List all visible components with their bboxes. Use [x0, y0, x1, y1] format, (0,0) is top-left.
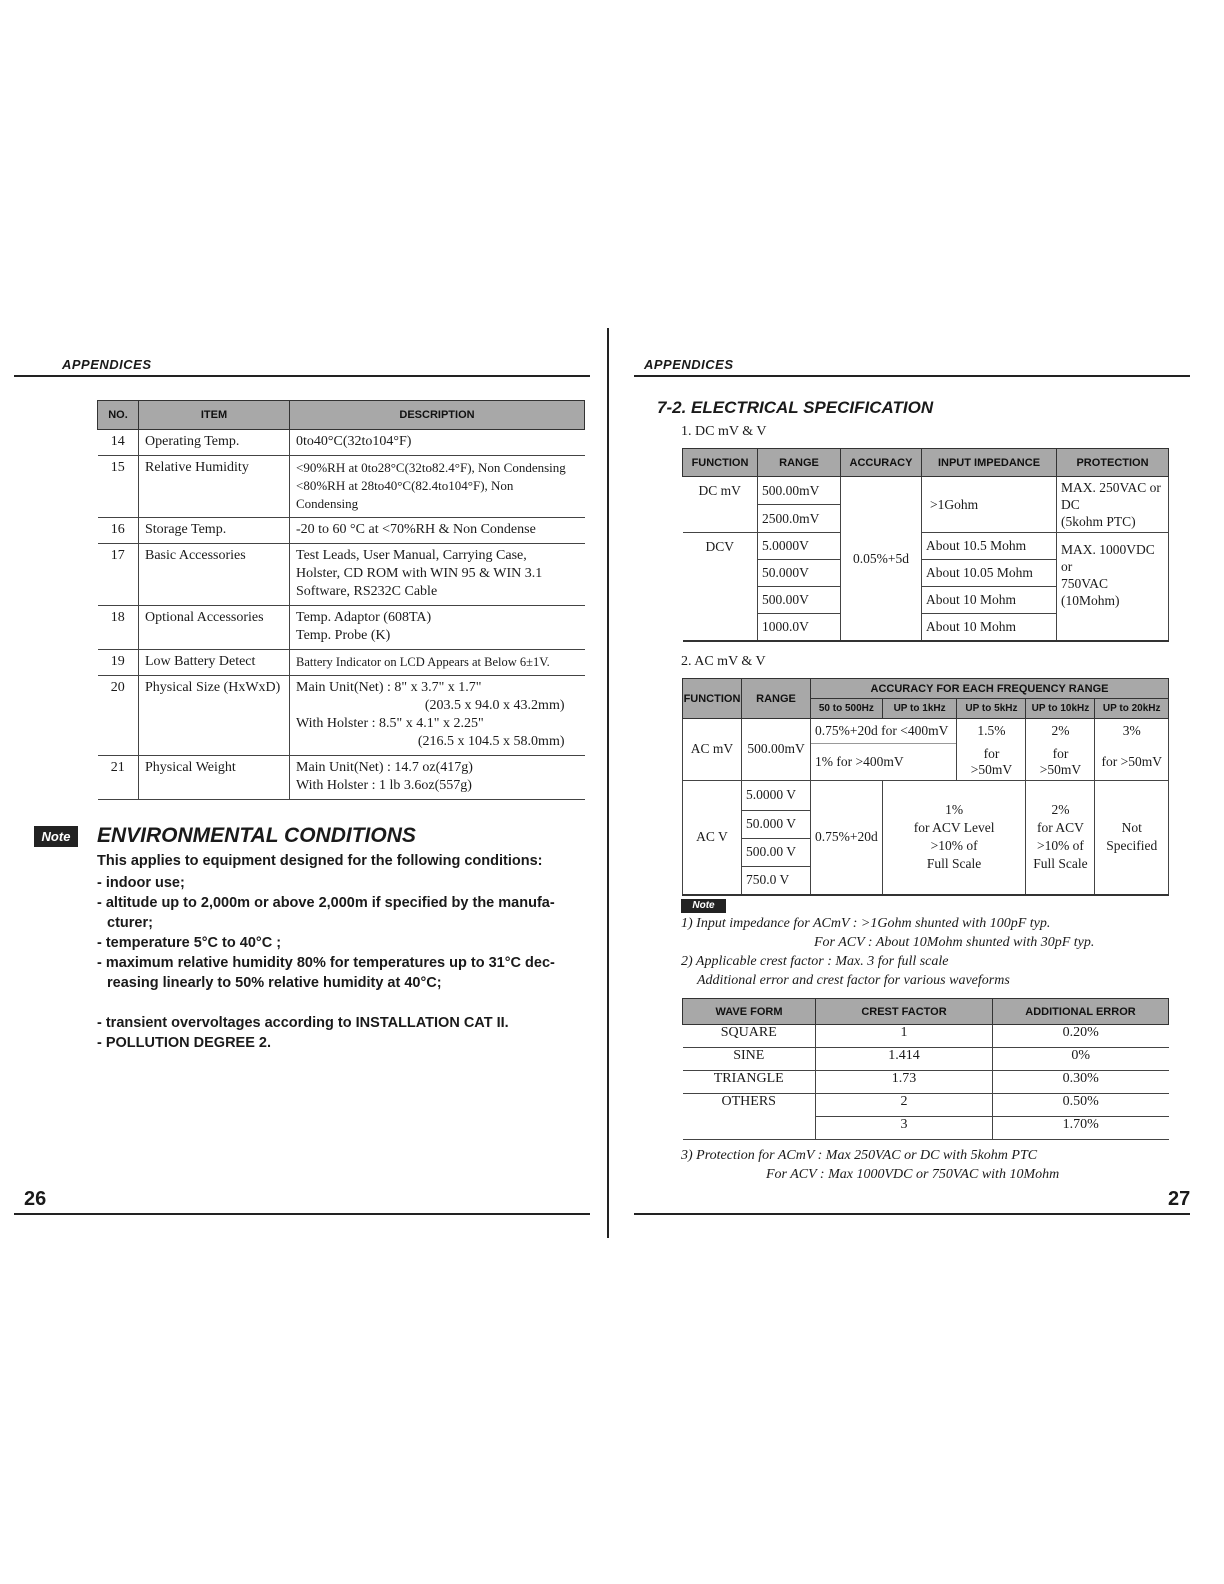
env-intro: This applies to equipment designed for the following conditions: — [97, 853, 543, 869]
col-header-input-impedance: INPUT IMPEDANCE — [922, 449, 1057, 477]
freq-header: UP to 10kHz — [1026, 699, 1095, 719]
function-ac-mv: AC mV — [683, 719, 742, 781]
ac-spec-table — [682, 678, 1169, 896]
row-number: 16 — [98, 518, 139, 544]
dc-subtitle: 1. DC mV & V — [681, 424, 767, 439]
accuracy-line: for ACV — [1037, 820, 1084, 835]
additional-error-cell: 1.70% — [993, 1117, 1169, 1140]
crest-factor-cell: 1.73 — [816, 1071, 993, 1094]
table-row — [98, 676, 585, 756]
row-item: Storage Temp. — [139, 518, 290, 544]
left-page-header: APPENDICES — [62, 357, 152, 372]
description-line: With Holster : 8.5" x 4.1" x 2.25" — [296, 716, 484, 731]
crest-factor-cell: 2 — [816, 1094, 993, 1117]
accuracy-line: >10% of — [1036, 838, 1084, 853]
accuracy-cell: 0.75%+20d — [811, 780, 883, 895]
row-number: 14 — [98, 430, 139, 456]
description-line: With Holster : 1 lb 3.6oz(557g) — [296, 778, 472, 793]
list-item: - POLLUTION DEGREE 2. — [97, 1035, 272, 1051]
impedance-cell: About 10.05 Mohm — [922, 560, 1057, 587]
range-cell: 5.0000 V — [742, 780, 811, 810]
additional-error-cell: 0% — [993, 1048, 1169, 1071]
impedance-cell: About 10 Mohm — [922, 587, 1057, 614]
accuracy-cell: 1% for >400mV — [811, 744, 957, 781]
wave-form-cell: SINE — [683, 1048, 816, 1071]
accuracy-cell: for >50mV — [957, 744, 1026, 781]
description-line: Software, RS232C Cable — [296, 584, 438, 599]
table-row — [98, 430, 585, 456]
col-header-item: ITEM — [139, 401, 290, 430]
row-description — [290, 650, 585, 676]
crest-factor-cell: 3 — [816, 1117, 993, 1140]
accuracy-cell: 1.5% — [957, 719, 1026, 744]
crest-factor-cell: 1 — [816, 1025, 993, 1048]
page-divider — [607, 328, 609, 1238]
accuracy-line: Full Scale — [1033, 856, 1088, 871]
list-item: - indoor use; — [97, 875, 185, 891]
col-header-range: RANGE — [758, 449, 841, 477]
row-number: 15 — [98, 456, 139, 518]
right-footer-rule — [634, 1213, 1190, 1215]
description-line: (203.5 x 94.0 x 43.2mm) — [424, 698, 565, 713]
waveform-table — [682, 998, 1169, 1140]
row-description — [290, 430, 585, 456]
range-cell: 50.000 V — [742, 810, 811, 838]
accuracy-line: >10% of — [930, 838, 978, 853]
table-row — [98, 544, 585, 606]
protection-cell — [1057, 533, 1169, 642]
col-header-accuracy: ACCURACY — [841, 449, 922, 477]
table-row — [98, 756, 585, 800]
accuracy-line: Not — [1121, 820, 1142, 835]
freq-header: UP to 20kHz — [1095, 699, 1169, 719]
row-description — [290, 606, 585, 650]
col-header-accuracy-frequency: ACCURACY FOR EACH FREQUENCY RANGE — [811, 679, 1169, 699]
col-header-description: DESCRIPTION — [290, 401, 585, 430]
row-item: Operating Temp. — [139, 430, 290, 456]
table-row — [98, 518, 585, 544]
range-cell: 500.00mV — [758, 477, 841, 505]
note-protection-acv: For ACV : Max 1000VDC or 750VAC with 10Mohm — [766, 1167, 1060, 1182]
table-row — [98, 606, 585, 650]
list-item: - transient overvoltages according to INSTALLATION CAT II. — [97, 1015, 509, 1031]
accuracy-cell: 0.75%+20d for <400mV — [811, 719, 957, 744]
row-number: 21 — [98, 756, 139, 800]
accuracy-cell: for >50mV — [1095, 744, 1169, 781]
range-cell: 500.00mV — [742, 719, 811, 781]
description-line: 0to40°C(32to104°F) — [296, 434, 412, 449]
wave-form-cell: SQUARE — [683, 1025, 816, 1048]
description-line: <90%RH at 0to28°C(32to82.4°F), Non Condensing — [296, 460, 566, 475]
specification-table — [97, 400, 585, 800]
accuracy-cell — [882, 780, 1026, 895]
protection-cell — [1057, 477, 1169, 533]
col-header-range: RANGE — [742, 679, 811, 719]
note-crest-factor: 2) Applicable crest factor : Max. 3 for full scale — [681, 954, 949, 969]
table-row — [98, 650, 585, 676]
section-title: 7-2. ELECTRICAL SPECIFICATION — [657, 398, 934, 417]
row-item: Basic Accessories — [139, 544, 290, 606]
right-header-rule — [634, 375, 1190, 377]
environmental-conditions-title: ENVIRONMENTAL CONDITIONS — [97, 824, 416, 847]
row-number: 19 — [98, 650, 139, 676]
protection-line: MAX. 1000VDC or — [1061, 542, 1155, 574]
accuracy-line: Specified — [1106, 838, 1158, 853]
table-row — [683, 1025, 1169, 1048]
table-row — [683, 1071, 1169, 1094]
range-cell: 500.00 V — [742, 838, 811, 866]
row-item: Relative Humidity — [139, 456, 290, 518]
left-footer-rule — [14, 1213, 590, 1215]
row-item: Low Battery Detect — [139, 650, 290, 676]
impedance-cell: About 10.5 Mohm — [922, 533, 1057, 560]
note-badge: Note — [34, 826, 78, 847]
row-item: Physical Weight — [139, 756, 290, 800]
additional-error-cell: 0.30% — [993, 1071, 1169, 1094]
protection-line: 750VAC — [1061, 576, 1109, 591]
col-header-protection: PROTECTION — [1057, 449, 1169, 477]
protection-line: MAX. 250VAC or DC — [1061, 480, 1161, 512]
accuracy-line: 1% — [945, 802, 964, 817]
list-item: - altitude up to 2,000m or above 2,000m if specified by the manufa-cturer; — [97, 895, 555, 931]
col-header-function: FUNCTION — [683, 679, 742, 719]
description-line: <80%RH at 28to40°C(82.4to104°F), Non Condensing — [296, 478, 514, 511]
accuracy-cell — [1026, 780, 1095, 895]
row-description — [290, 676, 585, 756]
freq-header: UP to 5kHz — [957, 699, 1026, 719]
wave-form-cell: TRIANGLE — [683, 1071, 816, 1094]
col-header-additional-error: ADDITIONAL ERROR — [993, 999, 1169, 1025]
range-cell: 50.000V — [758, 560, 841, 587]
function-dcv: DCV — [683, 533, 758, 642]
accuracy-line: Full Scale — [926, 856, 982, 871]
note-badge: Note — [681, 899, 726, 913]
range-cell: 1000.0V — [758, 614, 841, 642]
table-row — [683, 1048, 1169, 1071]
col-header-no: NO. — [98, 401, 139, 430]
note-input-impedance-acv: For ACV : About 10Mohm shunted with 30pF typ. — [814, 935, 1095, 950]
note-additional-error: Additional error and crest factor for various waveforms — [697, 973, 1010, 988]
left-page-number: 26 — [24, 1188, 47, 1210]
right-page-header: APPENDICES — [644, 357, 734, 372]
accuracy-line: for ACV Level — [913, 820, 995, 835]
description-line: Main Unit(Net) : 8" x 3.7" x 1.7" — [296, 680, 482, 695]
table-row — [683, 1094, 1169, 1117]
note-input-impedance-acmv: 1) Input impedance for ACmV : >1Gohm shunted with 100pF typ. — [681, 916, 1051, 931]
description-line: Temp. Probe (K) — [296, 628, 391, 643]
additional-error-cell: 0.50% — [993, 1094, 1169, 1117]
accuracy-cell: for >50mV — [1026, 744, 1095, 781]
description-line: Main Unit(Net) : 14.7 oz(417g) — [296, 760, 473, 775]
ac-subtitle: 2. AC mV & V — [681, 654, 766, 669]
wave-form-cell: OTHERS — [683, 1094, 816, 1140]
list-item: - temperature 5°C to 40°C ; — [97, 935, 282, 951]
accuracy-cell: 3% — [1095, 719, 1169, 744]
row-number: 18 — [98, 606, 139, 650]
additional-error-cell: 0.20% — [993, 1025, 1169, 1048]
accuracy-cell — [1095, 780, 1169, 895]
accuracy-cell: 2% — [1026, 719, 1095, 744]
environmental-conditions-list — [97, 851, 587, 1053]
col-header-wave-form: WAVE FORM — [683, 999, 816, 1025]
accuracy-line: 2% — [1051, 802, 1070, 817]
left-header-rule — [14, 375, 590, 377]
freq-header: UP to 1kHz — [882, 699, 957, 719]
row-description — [290, 456, 585, 518]
right-page-number: 27 — [1168, 1188, 1191, 1210]
impedance-cell: >1Gohm — [922, 477, 1057, 533]
range-cell: 750.0 V — [742, 866, 811, 895]
range-cell: 500.00V — [758, 587, 841, 614]
description-line: Test Leads, User Manual, Carrying Case, — [296, 548, 527, 563]
function-dc-mv: DC mV — [683, 477, 758, 533]
col-header-function: FUNCTION — [683, 449, 758, 477]
description-line: Temp. Adaptor (608TA) — [296, 610, 432, 625]
row-item: Optional Accessories — [139, 606, 290, 650]
row-description — [290, 544, 585, 606]
row-item: Physical Size (HxWxD) — [139, 676, 290, 756]
row-number: 17 — [98, 544, 139, 606]
impedance-cell: About 10 Mohm — [922, 614, 1057, 642]
protection-line: (10Mohm) — [1061, 593, 1120, 608]
dc-spec-table — [682, 448, 1169, 642]
list-item: - maximum relative humidity 80% for temperatures up to 31°C dec-reasing linearly to 50% relative humidity at 40°C; — [97, 955, 555, 991]
freq-header: 50 to 500Hz — [811, 699, 883, 719]
table-row — [98, 456, 585, 518]
crest-factor-cell: 1.414 — [816, 1048, 993, 1071]
description-line: Battery Indicator on LCD Appears at Below 6±1V. — [296, 655, 550, 669]
row-number: 20 — [98, 676, 139, 756]
range-cell: 5.0000V — [758, 533, 841, 560]
description-line: Holster, CD ROM with WIN 95 & WIN 3.1 — [296, 566, 543, 581]
col-header-crest-factor: CREST FACTOR — [816, 999, 993, 1025]
accuracy-cell: 0.05%+5d — [841, 477, 922, 642]
row-description — [290, 756, 585, 800]
protection-line: (5kohm PTC) — [1061, 514, 1136, 529]
description-line: -20 to 60 °C at <70%RH & Non Condense — [296, 522, 536, 537]
function-ac-v: AC V — [683, 780, 742, 895]
note-protection-acmv: 3) Protection for ACmV : Max 250VAC or DC with 5kohm PTC — [681, 1148, 1038, 1163]
description-line: (216.5 x 104.5 x 58.0mm) — [417, 734, 565, 749]
row-description — [290, 518, 585, 544]
range-cell: 2500.0mV — [758, 505, 841, 533]
